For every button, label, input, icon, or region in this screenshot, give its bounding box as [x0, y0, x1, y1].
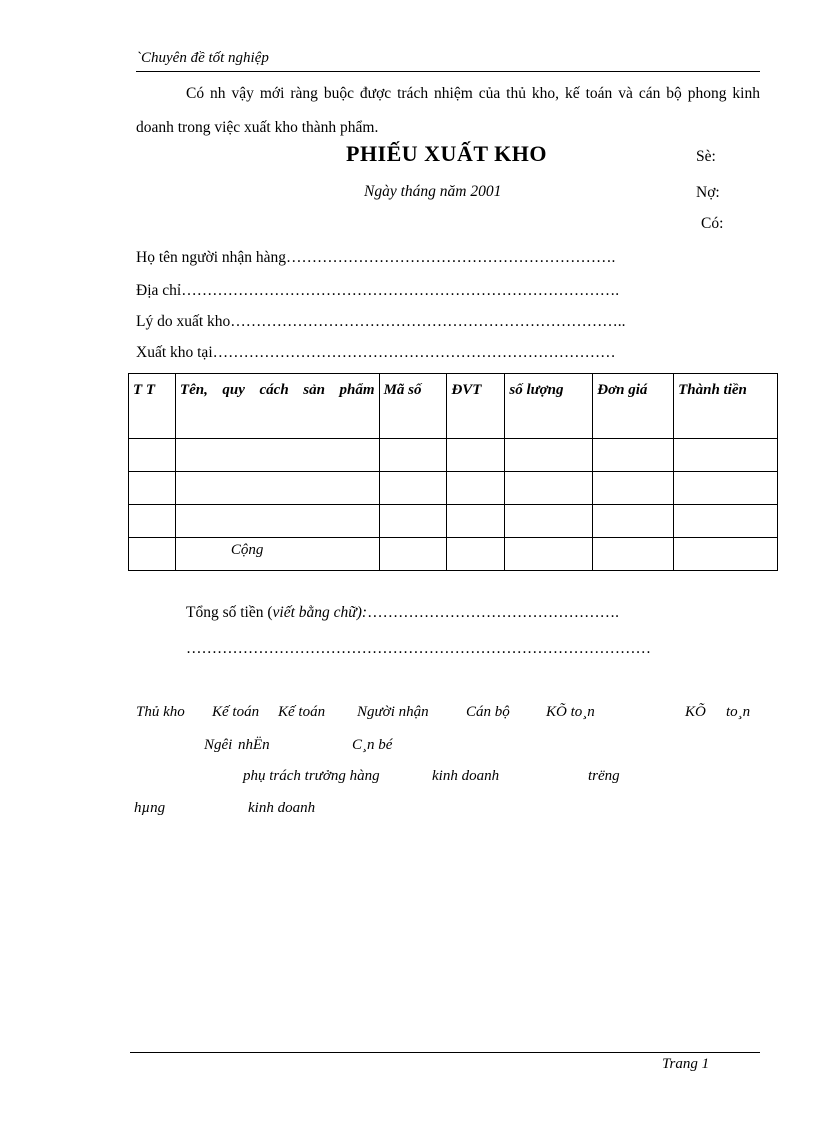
table-total-row — [129, 538, 778, 571]
footer-rule — [130, 1052, 760, 1053]
sig-can-bo: Cán bộ — [466, 704, 510, 720]
col-header-amount: Thành tiền — [674, 374, 778, 439]
col-header-product: Tên, quy cách sản phẩm — [175, 374, 379, 439]
form-date: Ngày tháng năm 2001 — [364, 183, 502, 200]
form-title: PHIẾU XUẤT KHO — [346, 141, 547, 166]
items-table — [128, 373, 778, 571]
total-amount-dots: …………………………………………. — [367, 604, 619, 621]
table-row — [129, 505, 778, 538]
sig-toan-part: to¸n — [726, 704, 751, 720]
sig-can-bo-2: C¸n bé — [352, 737, 393, 753]
col-header-tt: T T — [129, 374, 176, 439]
so-label: Sè: — [696, 148, 716, 165]
sig-ke-toan-1: Kế toán — [212, 704, 260, 720]
reason-field: Lý do xuất kho………………………………………………………………….. — [136, 313, 626, 330]
table-header-row — [129, 374, 778, 439]
warehouse-field: Xuất kho tại…………………………………………………………………… — [136, 344, 616, 361]
sig-nguoi-nhan: Người nhận — [357, 704, 429, 720]
sig-kinh-doanh-2: kinh doanh — [248, 800, 316, 816]
running-header: `Chuyên đề tốt nghiệp — [136, 50, 269, 66]
sig-ke-toan-3: KÕ to¸n — [546, 704, 595, 720]
sig-hang: hµng — [134, 800, 166, 816]
header-rule — [136, 71, 760, 72]
sig-ke-part: KÕ — [685, 704, 706, 720]
total-amount-label-italic: viết bằng chữ): — [272, 604, 368, 621]
sig-phu-trach: phụ trách trưởng hàng — [243, 768, 380, 784]
col-header-unit-price: Đơn giá — [593, 374, 674, 439]
sig-nhan: nhËn — [238, 737, 270, 753]
table-row — [129, 439, 778, 472]
col-header-code: Mã số — [379, 374, 447, 439]
total-amount-line — [186, 604, 619, 622]
sig-thu-kho: Thủ kho — [136, 704, 185, 720]
col-header-quantity: số lượng — [505, 374, 593, 439]
intro-paragraph: Có nh vậy mới ràng buộc được trách nhiệm của thủ kho, kế toán và cán bộ phong kinh doanh trong việc xuất kho thành phẩm. — [136, 85, 760, 136]
table-row — [129, 472, 778, 505]
page-number: Trang 1 — [662, 1056, 710, 1072]
co-label: Có: — [701, 215, 724, 232]
no-label: Nợ: — [696, 184, 720, 201]
sig-nguoi: Ngêi — [204, 737, 233, 753]
total-amount-label: Tổng số tiền ( — [186, 604, 273, 621]
sig-ke-toan-2: Kế toán — [278, 704, 326, 720]
total-label: Cộng — [175, 538, 379, 571]
sig-truong: trëng — [588, 768, 620, 784]
total-amount-dots-line2: ……………………………………………………………………………… — [186, 640, 651, 657]
address-field: Địa chỉ…………………………………………………………………………. — [136, 282, 620, 299]
receiver-field: Họ tên người nhận hàng………………………………………………………. — [136, 249, 616, 266]
sig-kinh-doanh: kinh doanh — [432, 768, 500, 784]
col-header-unit: ĐVT — [447, 374, 505, 439]
